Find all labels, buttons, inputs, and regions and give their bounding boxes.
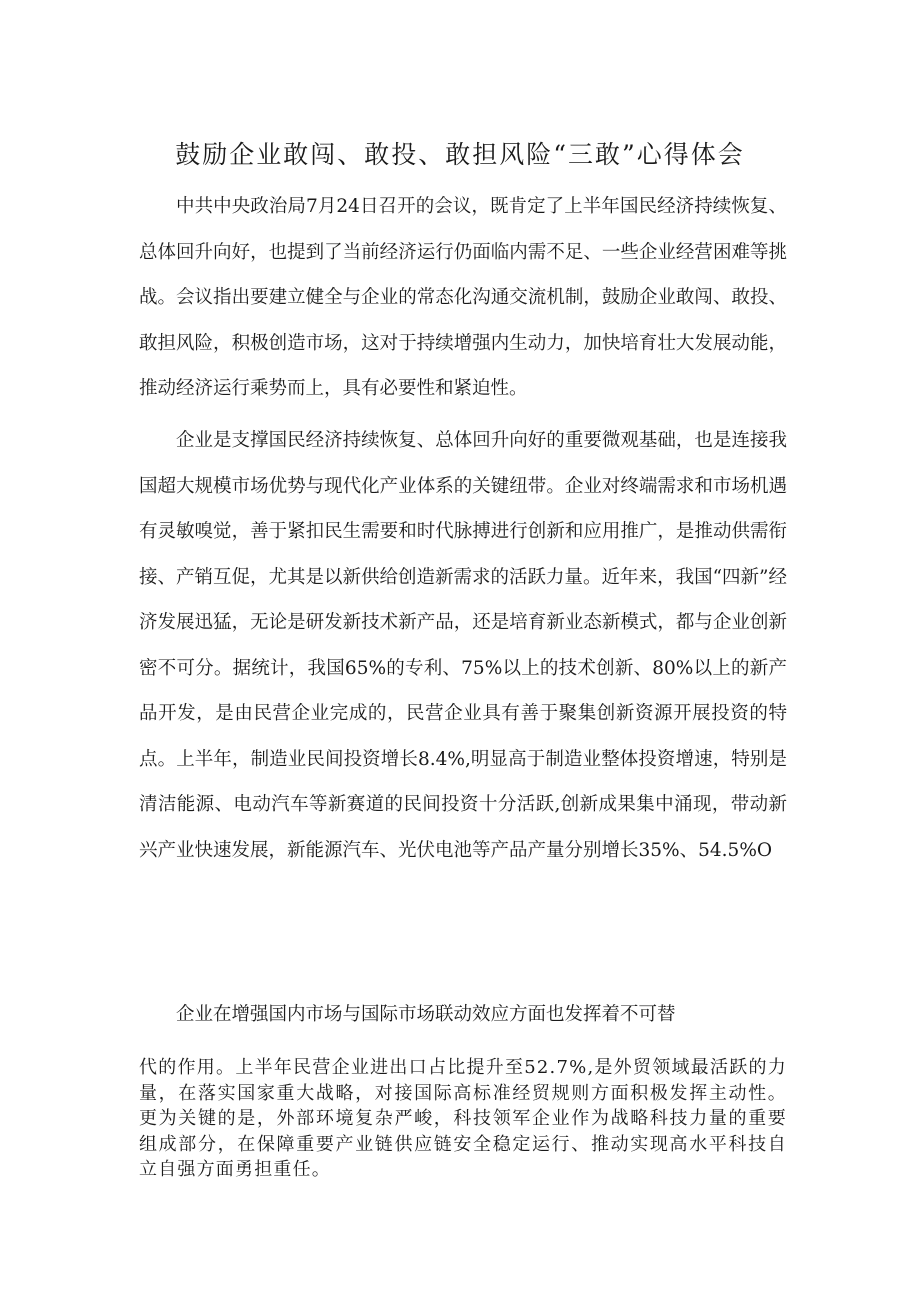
paragraph-4: 代的作用。上半年民营企业进出口占比提升至52.7%,是外贸领域最活跃的力量，在落实国家重大战略，对接国际高标准经贸规则方面积极发挥主动性。更为关键的是，外部环境复杂严峻，科技领军企业作为战略科技力量的重要组成部分，在保障重要产业链供应链安全稳定运行、推动实现高水平科技自立自强方面勇担重任。: [139, 1057, 787, 1180]
paragraph-3: 企业在增强国内市场与国际市场联动效应方面也发挥着不可替: [176, 1004, 676, 1025]
paragraph-2: 企业是支撑国民经济持续恢复、总体回升向好的重要微观基础，也是连接我国超大规模市场优势与现代化产业体系的关键纽带。企业对终端需求和市场机遇有灵敏嗅觉，善于紧扣民生需要和时代脉搏进行创新和应用推广，是推动供需衔接、产销互促，尤其是以新供给创造新需求的活跃力量。近年来，我国“四新”经济发展迅猛，无论是研发新技术新产品，还是培育新业态新模式，都与企业创新密不可分。据统计，我国65%的专利、75%以上的技术创新、80%以上的新产品开发，是由民营企业完成的，民营企业具有善于聚集创新资源开展投资的特点。上半年，制造业民间投资增长8.4%,明显高于制造业整体投资增速，特别是清洁能源、电动汽车等新赛道的民间投资十分活跃,创新成果集中涌现，带动新兴产业快速发展，新能源汽车、光伏电池等产品产量分别增长35%、54.5%O: [139, 430, 787, 861]
paragraph-1: 中共中央政治局7月24日召开的会议，既肯定了上半年国民经济持续恢复、总体回升向好，也提到了当前经济运行仍面临内需不足、一些企业经营困难等挑战。会议指出要建立健全与企业的常态化沟通交流机制，鼓励企业敢闯、敢投、敢担风险，积极创造市场，这对于持续增强内生动力，加快培育壮大发展动能，推动经济运行乘势而上，具有必要性和紧迫性。: [139, 196, 787, 399]
document-title: 鼓励企业敢闯、敢投、敢担风险“三敢”心得体会: [175, 140, 745, 169]
